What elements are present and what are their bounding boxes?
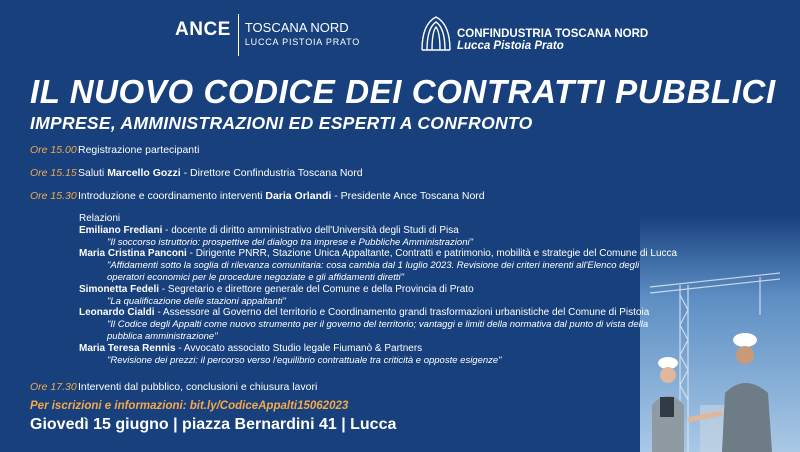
speaker-name: Leonardo Cialdi [79,307,155,319]
speaker-talk: "Il soccorso istruttorio: prospettive del dialogo tra imprese e Pubbliche Amministrazioni" [107,236,473,248]
page-title: IL NUOVO CODICE DEI CONTRATTI PUBBLICI [30,73,776,110]
speaker-talk: "La qualificazione delle stazioni appaltanti" [107,295,286,307]
speaker [79,248,679,260]
speaker-talk: "Il Codice degli Appalti come nuovo strumento per il governo del territorio; vantaggi e limiti della normativa dal punto di vista della pubblica amministrazione" [107,319,649,342]
speaker [79,284,679,296]
confindustria-cities: Lucca Pistoia Prato [457,40,564,52]
confindustria-emblem-icon [419,14,453,52]
agenda-role: - Direttore Confindustria Toscana Nord [180,167,363,179]
agenda-text: Saluti [78,167,108,179]
agenda-item [30,167,363,179]
confindustria-logo [419,14,648,52]
speaker-name: Maria Cristina Panconi [79,248,187,260]
speaker-name: Simonetta Fedeli [79,283,160,295]
agenda-time: Ore 17.30 [30,381,77,393]
registration-info: Per iscrizioni e informazioni: bit.ly/CodiceAppalti15062023 [30,400,349,412]
speaker [79,225,679,237]
agenda-time: Ore 15.30 [30,190,77,202]
speaker-name: Emiliano Frediani [79,224,163,236]
agenda-person: Daria Orlandi [265,190,332,202]
speaker-talk: "Revisione dei prezzi: il percorso verso l'equilibrio contrattuale tra criticità e opposte esigenze" [107,354,502,366]
ance-divider [238,14,239,56]
event-date-location: Giovedì 15 giugno | piazza Bernardini 41 | Lucca [30,416,397,433]
speaker-role: - Dirigente PNRR, Stazione Unica Appaltante, Contratti e patrimonio, mobilità e strategie del Comune di Lucca [186,248,678,260]
speaker-talk: "Affidamenti sotto la soglia di rilevanza comunitaria: cosa cambia dal 1 luglio 2023. Revisione dei criteri inerenti all'Elenco degli operatori economici per le procedure negoziate e gli affidamenti diretti" [107,260,640,283]
speaker-role: - Avvocato associato Studio legale Fiumanò & Partners [175,342,423,354]
confindustria-name: CONFINDUSTRIA TOSCANA NORD [457,28,649,40]
agenda-text: Interventi dal pubblico, conclusioni e chiusura lavori [78,381,318,393]
ance-region: TOSCANA NORD [244,20,349,35]
agenda-person: Marcello Gozzi [107,167,181,179]
speaker-name: Maria Teresa Rennis [79,342,176,354]
agenda-text: Introduzione e coordinamento interventi [78,190,266,202]
page-subtitle: IMPRESE, AMMINISTRAZIONI ED ESPERTI A CONFRONTO [30,113,533,133]
speaker-role: - docente di diritto amministrativo dell'Università degli Studi di Pisa [162,224,459,236]
ance-logo [175,14,360,56]
agenda-time: Ore 15.00 [30,144,77,156]
agenda-item [30,190,485,202]
ance-cities: LUCCA PISTOIA PRATO [244,37,361,47]
agenda-item [30,144,199,156]
agenda-time: Ore 15.15 [30,167,77,179]
agenda-role: - Presidente Ance Toscana Nord [331,190,485,202]
speaker-role: - Assessore al Governo del territorio e Coordinamento grandi trasformazioni urbanistiche del Comune di Pistoia [154,307,650,319]
speaker-role: - Segretario e direttore generale del Comune e della Provincia di Prato [159,283,474,295]
speakers-list [79,213,679,366]
speaker [79,343,679,355]
relazioni-label: Relazioni [79,213,121,224]
agenda-item-closing [30,381,317,393]
agenda-text: Registrazione partecipanti [78,144,200,156]
ance-brand: ANCE [175,19,231,40]
speaker [79,307,679,319]
